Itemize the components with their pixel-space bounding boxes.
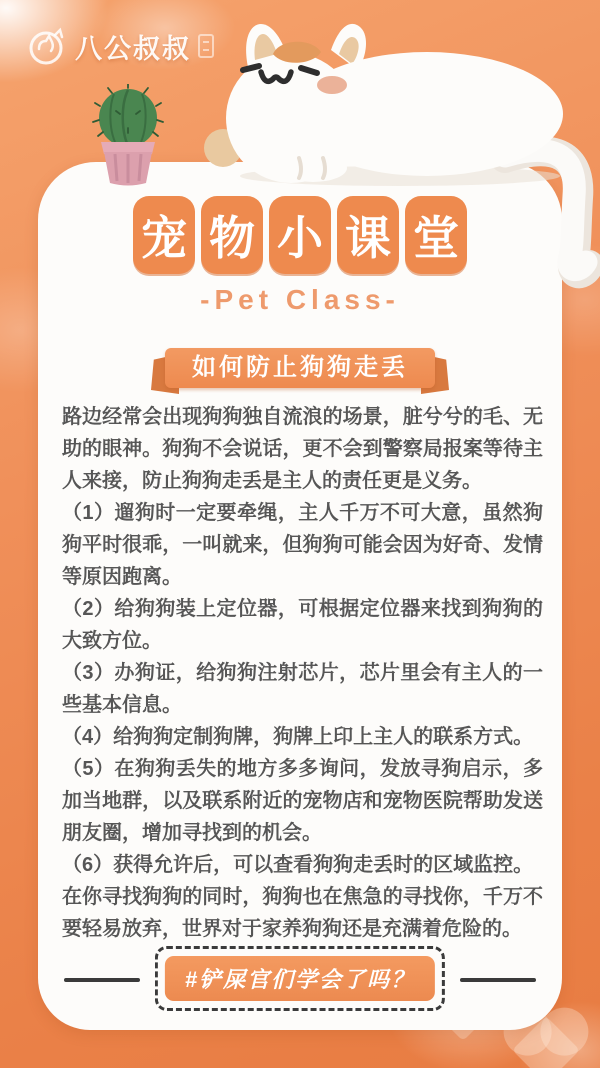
article-paragraph: 在你寻找狗狗的同时，狗狗也在焦急的寻找你，千万不要轻易放弃，世界对于家养狗狗还是充满着危险的。 bbox=[62, 886, 543, 940]
title-tile: 小 bbox=[269, 196, 331, 274]
article-paragraph: 路边经常会出现狗狗独自流浪的场景，脏兮兮的毛、无助的眼神。狗狗不会说话，更不会到警察局报案等待主人来接，防止狗狗走丢是主人的责任更是义务。 bbox=[62, 406, 543, 492]
hashtag-badge-text: #铲屎官们学会了吗？ bbox=[165, 956, 435, 1001]
dog-circle-icon bbox=[24, 24, 68, 68]
section-ribbon bbox=[165, 348, 435, 388]
page-subtitle: -Pet Class- bbox=[200, 284, 400, 315]
article-paragraph: （6）获得允许后，可以查看狗狗走丢时的区域监控。 bbox=[62, 854, 534, 876]
title-tile: 堂 bbox=[405, 196, 467, 274]
brand-logo-text: 八公叔叔 bbox=[75, 33, 191, 64]
article-paragraph: （3）办狗证，给狗狗注射芯片，芯片里会有主人的一些基本信息。 bbox=[62, 662, 543, 716]
hashtag-badge bbox=[155, 946, 445, 1011]
article-paragraph: （2）给狗狗装上定位器，可根据定位器来找到狗狗的大致方位。 bbox=[62, 598, 543, 652]
cactus-pink-pot-illustration bbox=[92, 84, 164, 188]
article-paragraph: （4）给狗狗定制狗牌，狗牌上印上主人的联系方式。 bbox=[62, 726, 534, 748]
page-title bbox=[0, 196, 600, 274]
divider-line-right bbox=[460, 978, 536, 982]
divider-line-left bbox=[64, 978, 140, 982]
section-ribbon-title: 如何防止狗狗走丢 bbox=[165, 348, 435, 388]
article-paragraph: （1）遛狗时一定要牵绳，主人千万不可大意，虽然狗狗平时很乖，一叫就来，但狗狗可能会因为好奇、发情等原因跑离。 bbox=[62, 502, 543, 588]
title-tile: 课 bbox=[337, 196, 399, 274]
title-tile: 物 bbox=[201, 196, 263, 274]
brand-logo bbox=[24, 24, 214, 68]
brand-logo-seal bbox=[198, 34, 214, 58]
article-body bbox=[62, 401, 543, 945]
title-tile: 宠 bbox=[133, 196, 195, 274]
article-paragraph: （5）在狗狗丢失的地方多多询问，发放寻狗启示，多加当地群，以及联系附近的宠物店和宠物医院帮助发送朋友圈，增加寻找到的机会。 bbox=[62, 758, 543, 844]
